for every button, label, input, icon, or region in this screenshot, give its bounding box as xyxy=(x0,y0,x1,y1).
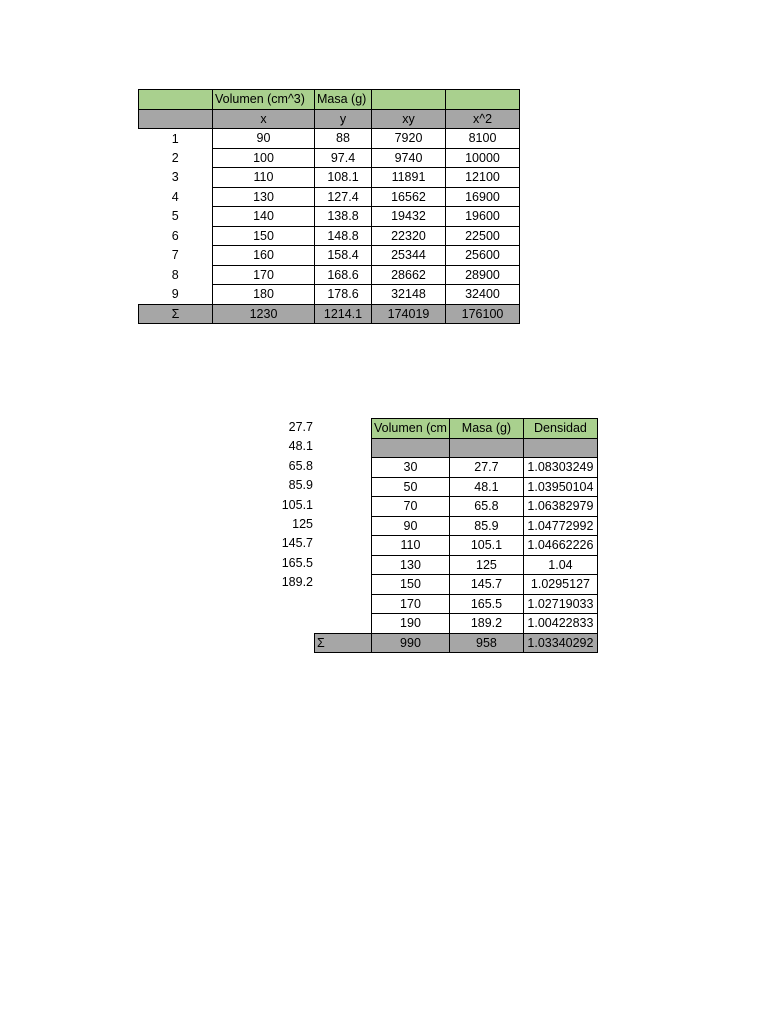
empty-cell[interactable] xyxy=(315,477,372,497)
table-cell[interactable]: 10000 xyxy=(446,148,520,168)
table-row xyxy=(315,516,598,536)
sum-cell[interactable]: 1214.1 xyxy=(315,304,372,324)
table-cell[interactable]: 65.8 xyxy=(449,497,523,517)
subheader-cell-x2[interactable]: x^2 xyxy=(446,109,520,129)
table-cell[interactable]: 22500 xyxy=(446,226,520,246)
table-sum-row xyxy=(315,633,598,653)
table-cell[interactable]: 19432 xyxy=(372,207,446,227)
table-cell[interactable]: 30 xyxy=(372,458,450,478)
row-index-cell[interactable]: 4 xyxy=(171,189,179,204)
subheader-cell[interactable] xyxy=(372,438,450,458)
empty-cell[interactable] xyxy=(315,497,372,517)
table-cell[interactable]: 90 xyxy=(213,129,315,149)
table-cell[interactable]: 9740 xyxy=(372,148,446,168)
table-cell[interactable]: 150 xyxy=(213,226,315,246)
table-cell[interactable]: 145.7 xyxy=(449,575,523,595)
table-cell[interactable]: 1.03950104 xyxy=(523,477,597,497)
masa-value-cell[interactable]: 65.8 xyxy=(288,458,313,473)
masa-values-column xyxy=(256,418,313,593)
table-cell[interactable]: 22320 xyxy=(372,226,446,246)
table-row xyxy=(315,458,598,478)
table-cell[interactable]: 70 xyxy=(372,497,450,517)
table-cell[interactable]: 105.1 xyxy=(449,536,523,556)
masa-value-cell[interactable]: 145.7 xyxy=(281,536,313,551)
table-cell[interactable]: 32400 xyxy=(446,285,520,305)
table-row xyxy=(139,187,520,207)
sum-cell[interactable]: 958 xyxy=(449,633,523,653)
table-row xyxy=(139,168,520,188)
table-cell[interactable]: 1.02719033 xyxy=(523,594,597,614)
table-cell[interactable]: 25600 xyxy=(446,246,520,266)
table-cell[interactable]: 108.1 xyxy=(315,168,372,188)
masa-value-cell[interactable]: 105.1 xyxy=(281,497,313,512)
header-cell-densidad[interactable]: Densidad xyxy=(523,419,597,439)
table-cell[interactable]: 180 xyxy=(213,285,315,305)
table-row xyxy=(139,265,520,285)
table-cell[interactable]: 11891 xyxy=(372,168,446,188)
sum-cell[interactable]: 990 xyxy=(372,633,450,653)
table-cell[interactable]: 1.08303249 xyxy=(523,458,597,478)
table-cell[interactable]: 190 xyxy=(372,614,450,634)
empty-cell[interactable] xyxy=(315,516,372,536)
table-cell[interactable]: 12100 xyxy=(446,168,520,188)
table-cell[interactable]: 7920 xyxy=(372,129,446,149)
table-cell[interactable]: 150 xyxy=(372,575,450,595)
table-cell[interactable]: 28662 xyxy=(372,265,446,285)
table-cell[interactable]: 165.5 xyxy=(449,594,523,614)
table-subheader-row xyxy=(315,438,598,458)
row-index-cell[interactable]: 7 xyxy=(171,248,179,263)
table-cell[interactable]: 130 xyxy=(372,555,450,575)
row-index-cell[interactable]: 9 xyxy=(171,287,179,301)
table-cell[interactable]: 1.04772992 xyxy=(523,516,597,536)
table-cell[interactable]: 97.4 xyxy=(315,148,372,168)
row-index-cell[interactable]: 5 xyxy=(171,209,179,224)
table-cell[interactable]: 50 xyxy=(372,477,450,497)
table-row xyxy=(315,555,598,575)
table-cell[interactable]: 158.4 xyxy=(315,246,372,266)
table-cell[interactable]: 125 xyxy=(449,555,523,575)
table-row xyxy=(139,148,520,168)
row-index-cell[interactable]: 1 xyxy=(171,131,179,146)
table-row xyxy=(139,226,520,246)
row-index-cell[interactable]: 3 xyxy=(171,170,179,185)
empty-cell[interactable] xyxy=(315,438,372,458)
table-cell[interactable]: 148.8 xyxy=(315,226,372,246)
table-subheader-row xyxy=(139,109,520,129)
table-cell[interactable]: 1.06382979 xyxy=(523,497,597,517)
table-row xyxy=(315,594,598,614)
table-cell[interactable]: 16900 xyxy=(446,187,520,207)
masa-value-cell[interactable]: 85.9 xyxy=(288,478,313,493)
subheader-cell-x[interactable]: x xyxy=(213,109,315,129)
sum-cell[interactable]: 1.03340292 xyxy=(523,633,597,653)
header-cell-volumen[interactable]: Volumen (cm^3) xyxy=(213,90,315,110)
table-cell[interactable]: 85.9 xyxy=(449,516,523,536)
sum-cell[interactable]: 1230 xyxy=(213,304,315,324)
row-index-cell[interactable]: 2 xyxy=(171,150,179,165)
density-table xyxy=(314,418,598,653)
table-cell[interactable]: 1.00422833 xyxy=(523,614,597,634)
table-cell[interactable]: 25344 xyxy=(372,246,446,266)
masa-value-cell[interactable]: 125 xyxy=(292,516,313,531)
row-index-cell[interactable]: 6 xyxy=(171,228,179,243)
table-row xyxy=(315,575,598,595)
table-row xyxy=(315,614,598,634)
table-cell[interactable]: 168.6 xyxy=(315,265,372,285)
table-cell[interactable]: 19600 xyxy=(446,207,520,227)
subheader-cell[interactable] xyxy=(449,438,523,458)
subheader-cell[interactable] xyxy=(139,109,213,129)
table-cell[interactable]: 130 xyxy=(213,187,315,207)
subheader-cell-xy[interactable]: xy xyxy=(372,109,446,129)
table-row xyxy=(139,207,520,227)
table-row xyxy=(315,536,598,556)
masa-value-cell[interactable]: 27.7 xyxy=(288,420,313,434)
sum-label[interactable]: Σ xyxy=(315,633,372,653)
table-cell[interactable]: 88 xyxy=(315,129,372,149)
table-cell[interactable]: 100 xyxy=(213,148,315,168)
regression-table xyxy=(138,89,520,324)
table-cell[interactable]: 1.0295127 xyxy=(523,575,597,595)
masa-value-cell[interactable]: 48.1 xyxy=(288,439,313,454)
table-cell[interactable]: 8100 xyxy=(446,129,520,149)
table-row xyxy=(139,285,520,305)
table-header-row xyxy=(315,419,598,439)
empty-cell[interactable] xyxy=(315,536,372,556)
table-cell[interactable]: 170 xyxy=(372,594,450,614)
header-cell-masa[interactable]: Masa (g) xyxy=(315,90,372,110)
empty-cell[interactable] xyxy=(315,614,372,634)
empty-cell[interactable] xyxy=(315,594,372,614)
subheader-cell-y[interactable]: y xyxy=(315,109,372,129)
header-cell[interactable] xyxy=(446,90,520,110)
table-cell[interactable]: 90 xyxy=(372,516,450,536)
table-cell[interactable]: 48.1 xyxy=(449,477,523,497)
table-cell[interactable]: 140 xyxy=(213,207,315,227)
empty-cell[interactable] xyxy=(315,458,372,478)
table-cell[interactable]: 189.2 xyxy=(449,614,523,634)
table-cell[interactable]: 110 xyxy=(213,168,315,188)
table-header-row xyxy=(139,90,520,110)
table-cell[interactable]: 16562 xyxy=(372,187,446,207)
table-row xyxy=(315,497,598,517)
table-cell[interactable]: 170 xyxy=(213,265,315,285)
table-cell[interactable]: 27.7 xyxy=(449,458,523,478)
table-cell[interactable]: 160 xyxy=(213,246,315,266)
table-cell[interactable]: 1.04662226 xyxy=(523,536,597,556)
header-cell-volumen[interactable]: Volumen (cm xyxy=(372,419,450,439)
table-body xyxy=(315,458,598,634)
sum-label[interactable]: Σ xyxy=(139,304,213,324)
table-cell[interactable]: 32148 xyxy=(372,285,446,305)
table-cell[interactable]: 138.8 xyxy=(315,207,372,227)
table-cell[interactable]: 28900 xyxy=(446,265,520,285)
masa-value-cell[interactable]: 165.5 xyxy=(281,555,313,570)
table-body xyxy=(139,129,520,305)
sum-cell[interactable]: 174019 xyxy=(372,304,446,324)
table-cell[interactable]: 178.6 xyxy=(315,285,372,305)
table-sum-row xyxy=(139,304,520,324)
empty-cell[interactable] xyxy=(315,419,372,439)
row-index-cell[interactable]: 8 xyxy=(171,267,179,282)
table-row xyxy=(139,129,520,149)
table-cell[interactable]: 127.4 xyxy=(315,187,372,207)
header-cell-masa[interactable]: Masa (g) xyxy=(449,419,523,439)
masa-value-cell[interactable]: 189.2 xyxy=(281,575,313,590)
table-cell[interactable]: 1.04 xyxy=(523,555,597,575)
table-row xyxy=(139,246,520,266)
subheader-cell[interactable] xyxy=(523,438,597,458)
header-cell[interactable] xyxy=(372,90,446,110)
table-row xyxy=(315,477,598,497)
header-cell[interactable] xyxy=(139,90,213,110)
empty-cell[interactable] xyxy=(315,555,372,575)
sum-cell[interactable]: 176100 xyxy=(446,304,520,324)
empty-cell[interactable] xyxy=(315,575,372,595)
table-cell[interactable]: 110 xyxy=(372,536,450,556)
